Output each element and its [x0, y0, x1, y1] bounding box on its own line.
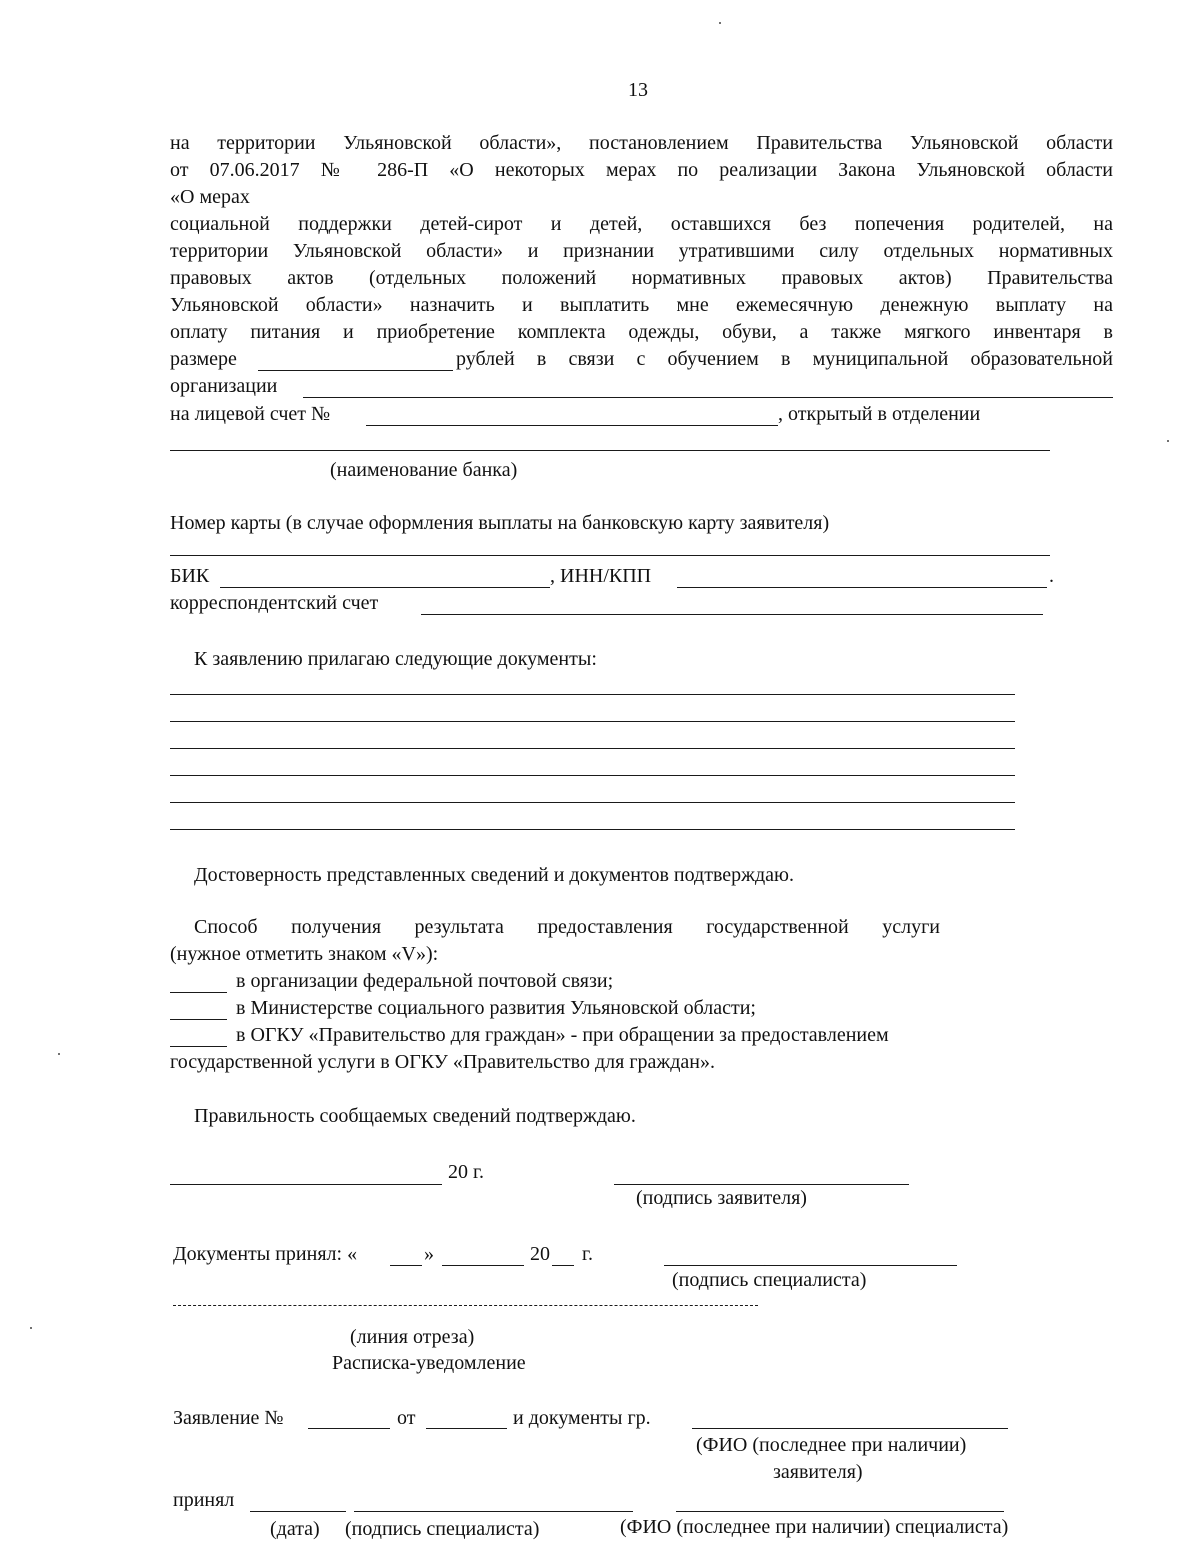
receipt-date-field[interactable]	[250, 1511, 346, 1512]
receipt-sign-caption: (подпись специалиста)	[345, 1518, 540, 1540]
inn-field[interactable]	[677, 587, 1047, 588]
cut-line	[173, 1305, 758, 1306]
applicant-signature-field[interactable]	[614, 1184, 909, 1185]
organization-label: организации	[170, 375, 278, 397]
receipt-specialist-signature-field[interactable]	[354, 1511, 633, 1512]
correct-text: Правильность сообщаемых сведений подтверждаю.	[194, 1105, 636, 1127]
inn-end: .	[1049, 565, 1054, 587]
specialist-signature-field[interactable]	[664, 1265, 957, 1266]
scan-speck	[719, 22, 721, 24]
option-mark-ministry[interactable]	[170, 1019, 227, 1020]
amount-field[interactable]	[258, 370, 453, 371]
inn-label: , ИНН/КПП	[550, 565, 652, 587]
accepted-label: Документы принял: «	[173, 1243, 358, 1265]
applicant-year: 20 г.	[448, 1161, 484, 1183]
account-number-field[interactable]	[366, 425, 778, 426]
applicant-date-field[interactable]	[170, 1184, 442, 1185]
statement-number-field[interactable]	[308, 1428, 390, 1429]
statement-label: Заявление №	[173, 1407, 284, 1429]
accepted-year-field[interactable]	[552, 1265, 574, 1266]
bank-name-field[interactable]	[170, 450, 1050, 451]
receipt-title: Расписка-уведомление	[332, 1352, 526, 1374]
confirm-text: Достоверность представленных сведений и документов подтверждаю.	[194, 864, 794, 886]
option-post-label: в организации федеральной почтовой связи;	[236, 970, 614, 992]
bik-label: БИК	[170, 565, 210, 587]
accepted-year-prefix: 20	[530, 1243, 550, 1265]
account-suffix: , открытый в отделении	[778, 403, 981, 425]
accepted-day-field[interactable]	[390, 1265, 422, 1266]
paragraph-line: Ульяновской области» назначить и выплатить мне ежемесячную денежную выплату на	[170, 294, 1113, 316]
document-line[interactable]	[170, 829, 1015, 830]
applicant-signature-caption: (подпись заявителя)	[636, 1187, 807, 1209]
option-ogku-continued: государственной услуги в ОГКУ «Правительство для граждан».	[170, 1051, 715, 1073]
applicant-fio-caption-2: заявителя)	[773, 1461, 863, 1483]
documents-of-label: и документы гр.	[513, 1407, 651, 1429]
document-line[interactable]	[170, 775, 1015, 776]
scan-speck	[1167, 440, 1169, 442]
accepted-month-field[interactable]	[442, 1265, 524, 1266]
paragraph-line: оплату питания и приобретение комплекта одежды, обуви, а также мягкого инвентаря в	[170, 321, 1113, 343]
document-line[interactable]	[170, 721, 1015, 722]
card-number-label: Номер карты (в случае оформления выплаты на банковскую карту заявителя)	[170, 512, 830, 534]
scan-speck	[30, 1327, 32, 1329]
statement-from-label: от	[397, 1407, 416, 1429]
option-mark-post[interactable]	[170, 992, 227, 993]
applicant-fio-caption-1: (ФИО (последнее при наличии)	[696, 1434, 967, 1456]
card-number-field[interactable]	[170, 555, 1050, 556]
option-ogku-label: в ОГКУ «Правительство для граждан» - при обращении за предоставлением	[236, 1024, 889, 1046]
document-line[interactable]	[170, 802, 1015, 803]
option-mark-ogku[interactable]	[170, 1046, 227, 1047]
bik-field[interactable]	[220, 587, 550, 588]
paragraph-line: от 07.06.2017 № 286-П «О некоторых мерах по реализации Закона Ульяновской области	[170, 159, 1113, 181]
corr-account-field[interactable]	[421, 614, 1043, 615]
receipt-date-caption: (дата)	[270, 1518, 320, 1540]
receipt-accepted-label: принял	[173, 1489, 235, 1511]
paragraph-line: правовых актов (отдельных положений нормативных правовых актов) Правительства	[170, 267, 1113, 289]
method-line-2: (нужное отметить знаком «V»):	[170, 943, 439, 965]
corr-account-label: корреспондентский счет	[170, 592, 379, 614]
organization-field[interactable]	[303, 397, 1113, 398]
applicant-fio-field[interactable]	[692, 1428, 1008, 1429]
method-line-1: Способ получения результата предоставления государственной услуги	[194, 916, 940, 938]
accepted-quote: »	[424, 1243, 434, 1265]
paragraph-line: территории Ульяновской области» и признании утратившими силу отдельных нормативных	[170, 240, 1113, 262]
size-suffix: рублей в связи с обучением в муниципальной образовательной	[456, 348, 1113, 370]
receipt-specialist-fio-caption: (ФИО (последнее при наличии) специалиста)	[620, 1516, 1009, 1538]
page-number: 13	[628, 79, 648, 101]
document-line[interactable]	[170, 748, 1015, 749]
paragraph-line: «О мерах	[170, 186, 250, 208]
accepted-year-suffix: г.	[582, 1243, 593, 1265]
receipt-specialist-fio-field[interactable]	[676, 1511, 1004, 1512]
size-label: размере	[170, 348, 237, 370]
statement-date-field[interactable]	[426, 1428, 507, 1429]
specialist-signature-caption: (подпись специалиста)	[672, 1269, 867, 1291]
option-ministry-label: в Министерстве социального развития Ульяновской области;	[236, 997, 756, 1019]
document-line[interactable]	[170, 694, 1015, 695]
bank-name-caption: (наименование банка)	[330, 459, 518, 481]
scan-speck	[58, 1053, 60, 1055]
paragraph-line: на территории Ульяновской области», постановлением Правительства Ульяновской области	[170, 132, 1113, 154]
cut-line-caption: (линия отреза)	[350, 1326, 475, 1348]
account-label: на лицевой счет №	[170, 403, 331, 425]
documents-intro: К заявлению прилагаю следующие документы:	[194, 648, 597, 670]
paragraph-line: социальной поддержки детей-сирот и детей, оставшихся без попечения родителей, на	[170, 213, 1113, 235]
